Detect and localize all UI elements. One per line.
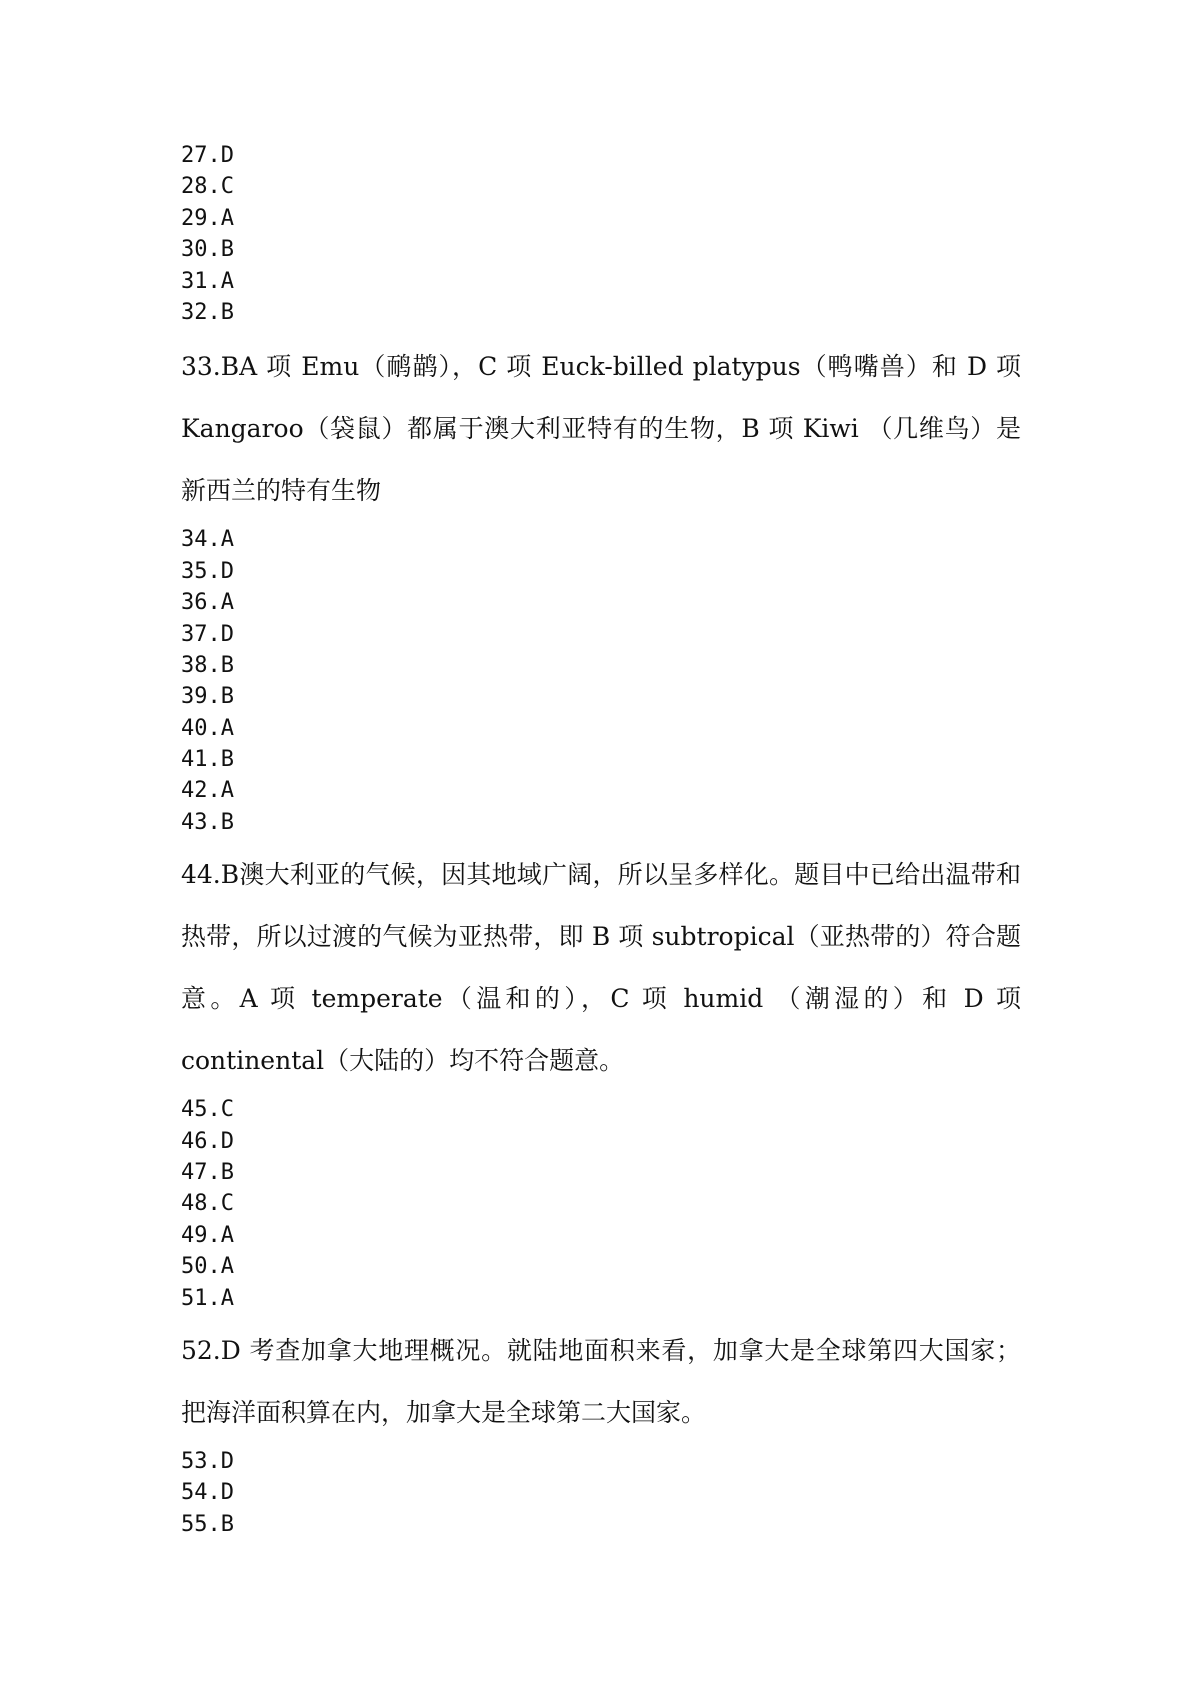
- answer-item: 42.A: [181, 778, 234, 804]
- answer-item: 27.D: [181, 143, 234, 168]
- explanation-33: 33.BA 项 Emu（鸸鹋），C 项 Euck-billed platypus（鸭嘴兽）和 D 项 Kangaroo（袋鼠）都属于澳大利亚特有的生物，B 项 Kiwi （几维鸟）是新西兰的特有生物: [181, 352, 1021, 506]
- answer-list-53-55: [181, 1446, 1021, 1540]
- answer-item: 43.B: [181, 809, 234, 835]
- answer-item: 50.A: [181, 1254, 234, 1280]
- answer-item: 31.A: [181, 268, 234, 294]
- answer-key: [181, 140, 1021, 1540]
- answer-item: 32.B: [181, 299, 234, 325]
- answer-item: 38.B: [181, 652, 234, 678]
- answer-item: 45.C: [181, 1097, 234, 1123]
- answer-item: 55.B: [181, 1511, 234, 1537]
- answer-list-34-43: [181, 524, 1021, 838]
- answer-item: 39.B: [181, 684, 234, 710]
- answer-item: 35.D: [181, 558, 234, 584]
- answer-item: 28.C: [181, 174, 234, 200]
- answer-item: 54.D: [181, 1480, 234, 1506]
- answer-item: 48.C: [181, 1191, 234, 1217]
- answer-item: 51.A: [181, 1285, 234, 1311]
- answer-item: 34.A: [181, 527, 234, 553]
- answer-list-45-51: [181, 1094, 1021, 1314]
- answer-item: 46.D: [181, 1128, 234, 1154]
- answer-item: 53.D: [181, 1448, 234, 1474]
- explanation-44: 44.B澳大利亚的气候，因其地域广阔，所以呈多样化。题目中已给出温带和热带，所以过渡的气候为亚热带，即 B 项 subtropical（亚热带的）符合题意。A 项 temperate（温和的），C 项 humid （潮湿的）和 D 项 continental（大陆的）均不符合题意。: [181, 860, 1021, 1076]
- answer-item: 49.A: [181, 1222, 234, 1248]
- answer-item: 36.A: [181, 590, 234, 616]
- answer-item: 40.A: [181, 715, 234, 741]
- answer-item: 30.B: [181, 237, 234, 263]
- answer-item: 41.B: [181, 747, 234, 773]
- answer-item: 29.A: [181, 205, 234, 231]
- explanation-52: 52.D 考查加拿大地理概况。就陆地面积来看，加拿大是全球第四大国家；把海洋面积算在内，加拿大是全球第二大国家。: [181, 1335, 1021, 1427]
- answer-item: 47.B: [181, 1160, 234, 1186]
- answer-item: 37.D: [181, 621, 234, 647]
- answer-list-27-32: [181, 140, 1021, 328]
